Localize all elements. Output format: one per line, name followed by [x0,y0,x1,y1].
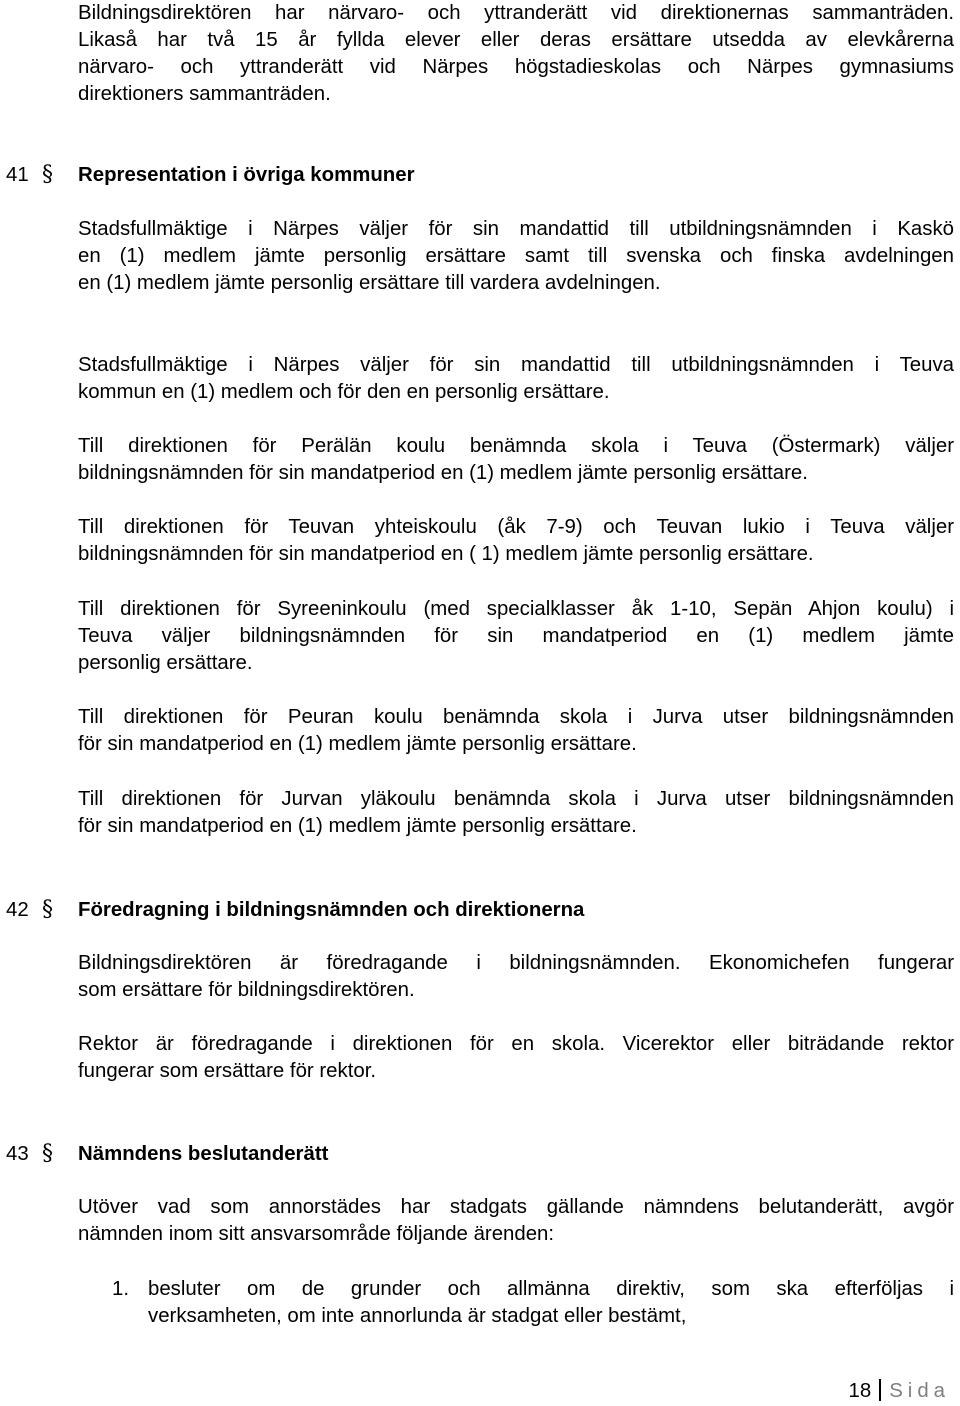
text-line: Till direktionen för Perälän koulu benämnda skola i Teuva (Östermark) väljer [78,435,954,457]
text-line: nämnden inom sitt ansvarsområde följande ärenden: [78,1223,555,1245]
text-line: Utöver vad som annorstädes har stadgats gällande nämndens belutanderätt, avgör [78,1196,954,1218]
text-line: som ersättare för bildningsdirektören. [78,979,415,1001]
section-heading-42 [6,896,946,924]
page-footer [849,1378,951,1405]
text-line: en (1) medlem jämte personlig ersättare samt till svenska och finska avdelningen [78,245,954,267]
section-number: 42 [6,899,29,921]
section-41-paragraph-6 [78,704,954,758]
text-line: kommun en (1) medlem och för den en personlig ersättare. [78,381,610,403]
text-line: Stadsfullmäktige i Närpes väljer för sin mandattid till utbildningsnämnden i Kaskö [78,218,954,240]
text-line: Till direktionen för Teuvan yhteiskoulu (åk 7-9) och Teuvan lukio i Teuva väljer [78,516,954,538]
footer-divider [879,1379,881,1401]
page-label: Sida [889,1380,950,1402]
text-line: för sin mandatperiod en (1) medlem jämte personlig ersättare. [78,815,637,837]
section-title: Nämndens beslutanderätt [78,1143,329,1165]
section-heading-43 [6,1140,946,1168]
section-43-paragraph-1 [78,1194,954,1248]
section-title: Föredragning i bildningsnämnden och direktionerna [78,899,585,921]
section-sign-icon: § [42,162,53,187]
text-line: Till direktionen för Jurvan yläkoulu benämnda skola i Jurva utser bildningsnämnden [78,788,954,810]
section-heading-41 [6,161,946,189]
text-line: Rektor är föredragande i direktionen för en skola. Vicerektor eller biträdande rektor [78,1033,954,1055]
section-number: 43 [6,1143,29,1165]
text-line: direktioners sammanträden. [78,83,331,105]
section-41-paragraph-5 [78,596,954,677]
section-41-paragraph-3 [78,433,954,487]
section-42-paragraph-1 [78,950,954,1004]
section-41-paragraph-2 [78,352,954,406]
text-line: personlig ersättare. [78,652,253,674]
section-number: 41 [6,164,29,186]
section-42-paragraph-2 [78,1031,954,1085]
text-line: Bildningsdirektören är föredragande i bildningsnämnden. Ekonomichefen fungerar [78,952,954,974]
list-item-text [148,1276,954,1330]
section-sign-icon: § [42,1141,53,1166]
section-title: Representation i övriga kommuner [78,164,415,186]
section-41-paragraph-4 [78,514,954,568]
section-41-paragraph-7 [78,786,954,840]
text-line: besluter om de grunder och allmänna direktiv, som ska efterföljas i [148,1278,954,1300]
text-line: Likaså har två 15 år fyllda elever eller deras ersättare utsedda av elevkårerna [78,29,954,51]
section-sign-icon: § [42,897,53,922]
list-marker: 1. [112,1278,130,1300]
text-line: bildningsnämnden för sin mandatperiod en ( 1) medlem jämte personlig ersättare. [78,543,814,565]
page-number: 18 [848,1380,872,1402]
section-41-paragraph-1 [78,216,954,297]
text-line: en (1) medlem jämte personlig ersättare till vardera avdelningen. [78,272,661,294]
text-line: närvaro- och yttranderätt vid Närpes högstadieskolas och Närpes gymnasiums [78,56,954,78]
text-line: för sin mandatperiod en (1) medlem jämte personlig ersättare. [78,733,637,755]
text-line: Bildningsdirektören har närvaro- och yttranderätt vid direktionernas sammanträden. [78,2,954,24]
text-line: Teuva väljer bildningsnämnden för sin mandatperiod en (1) medlem jämte [78,625,954,647]
text-line: Stadsfullmäktige i Närpes väljer för sin mandattid till utbildningsnämnden i Teuva [78,354,954,376]
text-line: Till direktionen för Syreeninkoulu (med specialklasser åk 1-10, Sepän Ahjon koulu) i [78,598,954,620]
text-line: fungerar som ersättare för rektor. [78,1060,377,1082]
intro-paragraph [78,0,954,108]
text-line: bildningsnämnden för sin mandatperiod en (1) medlem jämte personlig ersättare. [78,462,808,484]
text-line: Till direktionen för Peuran koulu benämnda skola i Jurva utser bildningsnämnden [78,706,954,728]
text-line: verksamheten, om inte annorlunda är stadgat eller bestämt, [148,1305,687,1327]
